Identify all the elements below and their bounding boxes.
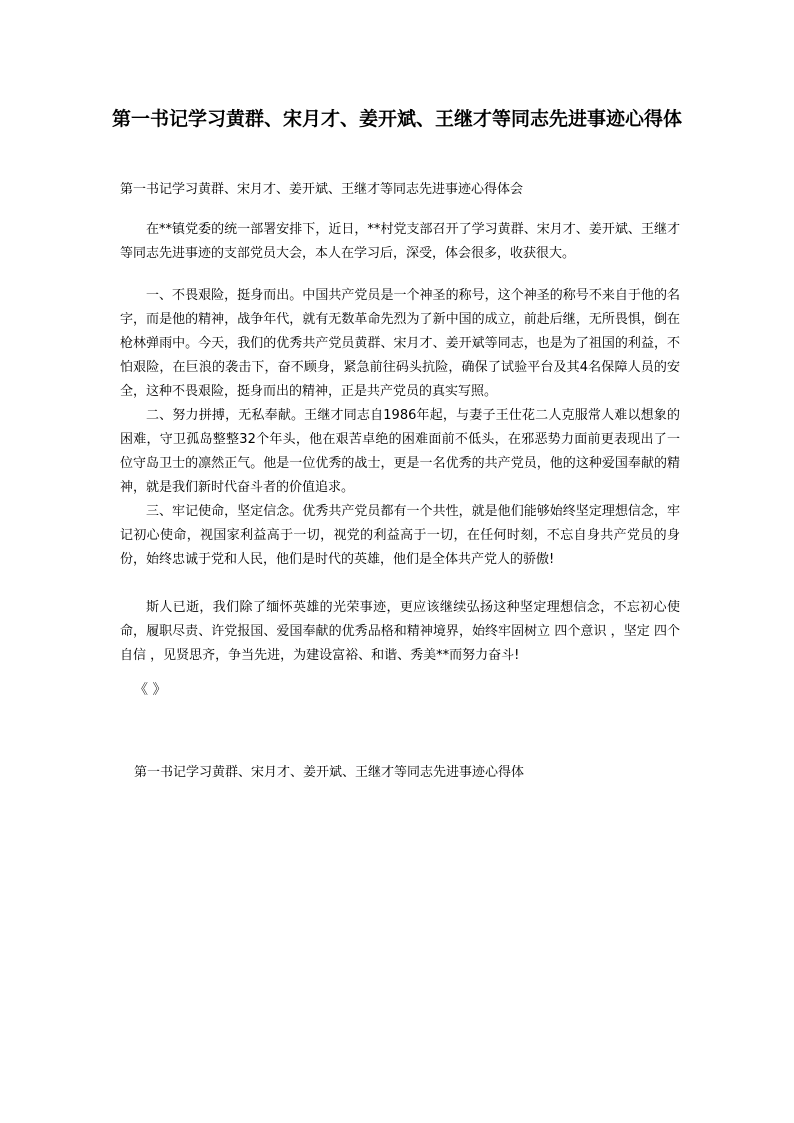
document-footer-title: 第一书记学习黄群、宋月才、姜开斌、王继才等同志先进事迹心得体 [134,765,525,780]
document-subtitle: 第一书记学习黄群、宋月才、姜开斌、王继才等同志先进事迹心得体会 [120,182,524,197]
paragraph-section-1: 一、不畏艰险，挺身而出。中国共产党员是一个神圣的称号，这个神圣的称号不来自于他的名字，而是他的精神，战争年代，就有无数革命先烈为了新中国的成立，前赴后继，无所畏惧，倒在枪林弹雨中。今天，我们的优秀共产党员黄群、宋月才、姜开斌等同志，也是为了祖国的利益，不怕艰险，在巨浪的袭击下，奋不顾身，紧急前往码头抗险，确保了试验平台及其4名保障人员的安全，这种不畏艰险，挺身而出的精神，正是共产党员的真实写照。 [120,288,680,399]
paragraph-section-2: 二、努力拼搏，无私奉献。王继才同志自1986年起，与妻子王仕花二人克服常人难以想象的困难，守卫孤岛整整32个年头，他在艰苦卓绝的困难面前不低头，在邪恶势力面前更表现出了一位守岛卫士的凛然正气。他是一位优秀的战士，更是一名优秀的共产党员，他的这种爱国奉献的精神，就是我们新时代奋斗者的价值追求。 [120,408,680,495]
page-nav-marks[interactable]: 《 》 [134,682,167,698]
paragraph-intro: 在**镇党委的统一部署安排下，近日，**村党支部召开了学习黄群、宋月才、姜开斌、王继才等同志先进事迹的支部党员大会，本人在学习后，深受，体会很多，收获很大。 [120,222,680,261]
paragraph-conclusion: 斯人已逝，我们除了缅怀英雄的光荣事迹，更应该继续弘扬这种坚定理想信念，不忘初心使命，履职尽责、许党报国、爱国奉献的优秀品格和精神境界，始终牢固树立 四个意识 ，坚定 四个自信 ，见贤思齐，争当先进，为建设富裕、和谐、秀美**而努力奋斗! [120,600,680,663]
document-title: 第一书记学习黄群、宋月才、姜开斌、王继才等同志先进事迹心得体 [111,108,682,130]
paragraph-section-3: 三、牢记使命，坚定信念。优秀共产党员都有一个共性，就是他们能够始终坚定理想信念，牢记初心使命，视国家利益高于一切，视党的利益高于一切，在任何时刻，不忘自身共产党员的身份，始终忠诚于党和人民，他们是时代的英雄，他们是全体共产党人的骄傲! [120,504,680,567]
